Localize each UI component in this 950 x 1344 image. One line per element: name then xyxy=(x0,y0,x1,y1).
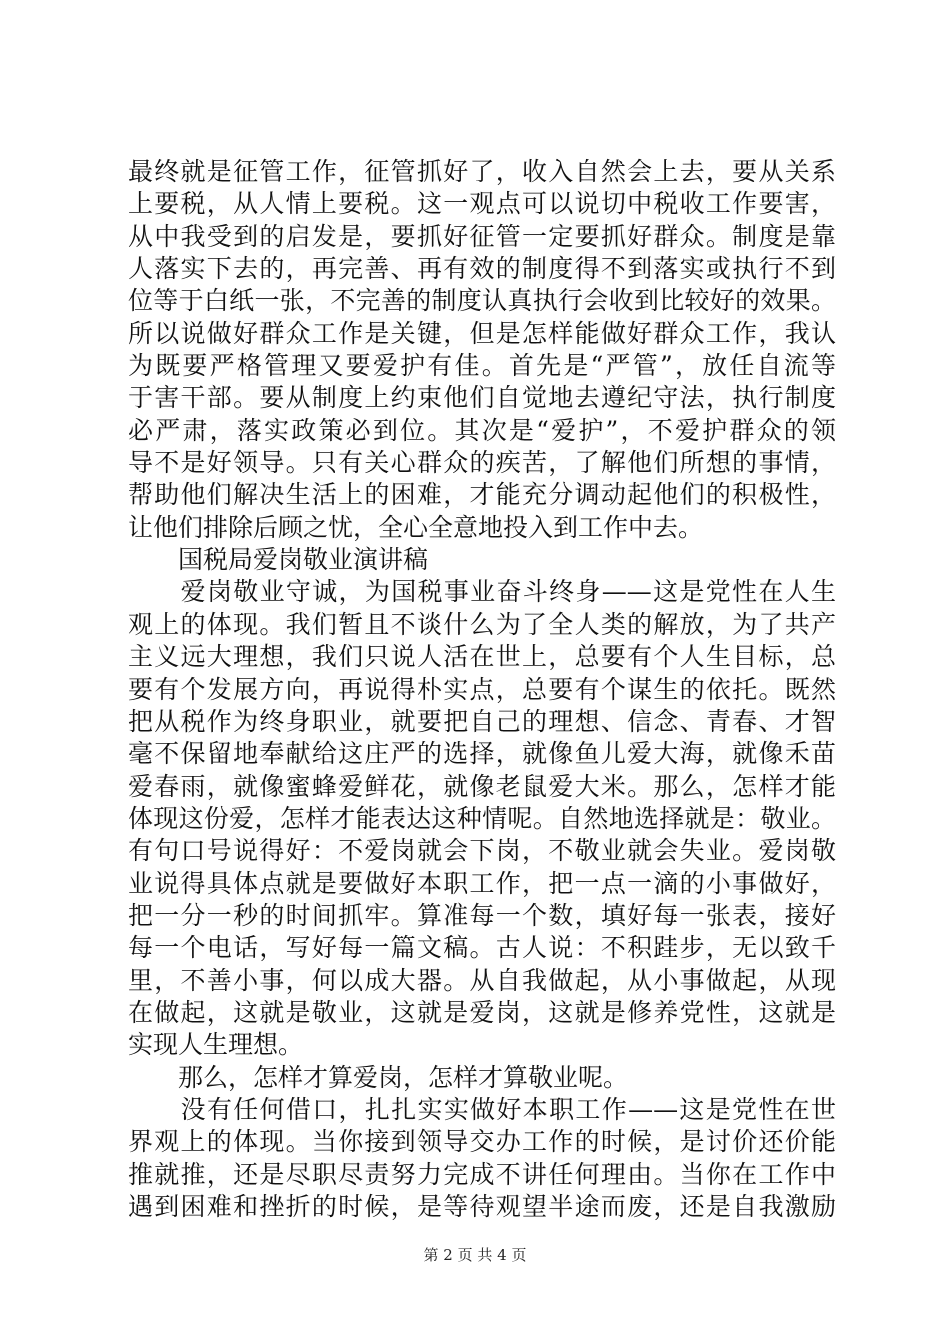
text-line: 从中我受到的启发是，要抓好征管一定要抓好群众。制度是靠 xyxy=(128,221,836,251)
text-line: 为既要严格管理又要爱护有佳。首先是“严管”，放任自流等 xyxy=(128,351,836,381)
text-line: 毫不保留地奉献给这庄严的选择，就像鱼儿爱大海，就像禾苗 xyxy=(128,739,836,769)
text-line: 里，不善小事，何以成大器。从自我做起，从小事做起，从现 xyxy=(128,965,836,995)
text-line: 把从税作为终身职业，就要把自己的理想、信念、青春、才智 xyxy=(128,706,836,736)
text-line: 要有个发展方向，再说得朴实点，总要有个谋生的依托。既然 xyxy=(128,674,836,704)
text-line: 业说得具体点就是要做好本职工作，把一点一滴的小事做好， xyxy=(128,868,836,898)
text-line: 人落实下去的，再完善、再有效的制度得不到落实或执行不到 xyxy=(128,254,836,284)
text-line: 于害干部。要从制度上约束他们自觉地去遵纪守法，执行制度 xyxy=(128,383,836,413)
text-line: 在做起，这就是敬业，这就是爱岗，这就是修养党性，这就是 xyxy=(128,997,836,1027)
text-line: 上要税，从人情上要税。这一观点可以说切中税收工作要害， xyxy=(128,189,836,219)
text-line: 爱岗敬业守诚，为国税事业奋斗终身——这是党性在人生 xyxy=(128,577,836,607)
text-line: 国税局爱岗敬业演讲稿 xyxy=(128,545,429,575)
text-line: 主义远大理想，我们只说人活在世上，总要有个人生目标，总 xyxy=(128,642,836,672)
text-line: 没有任何借口，扎扎实实做好本职工作——这是党性在世 xyxy=(128,1094,836,1124)
text-line: 所以说做好群众工作是关键，但是怎样能做好群众工作，我认 xyxy=(128,318,836,348)
text-line: 必严肃，落实政策必到位。其次是“爱护”，不爱护群众的领 xyxy=(128,415,836,445)
text-line: 最终就是征管工作，征管抓好了，收入自然会上去，要从关系 xyxy=(128,157,836,186)
text-line: 体现这份爱，怎样才能表达这种情呢。自然地选择就是：敬业。 xyxy=(128,803,836,833)
text-line: 爱春雨，就像蜜蜂爱鲜花，就像老鼠爱大米。那么，怎样才能 xyxy=(128,771,836,801)
text-line: 帮助他们解决生活上的困难，才能充分调动起他们的积极性， xyxy=(128,480,836,510)
text-line: 遇到困难和挫折的时候，是等待观望半途而废，还是自我激励 xyxy=(128,1192,836,1221)
text-line: 让他们排除后顾之忧，全心全意地投入到工作中去。 xyxy=(128,512,704,542)
text-line: 把一分一秒的时间抓牢。算准每一个数，填好每一张表，接好 xyxy=(128,900,836,930)
text-line: 每一个电话，写好每一篇文稿。古人说：不积跬步，无以致千 xyxy=(128,933,836,963)
text-line: 推就推，还是尽职尽责努力完成不讲任何理由。当你在工作中 xyxy=(128,1159,836,1189)
text-line: 实现人生理想。 xyxy=(128,1030,304,1060)
text-line: 有句口号说得好：不爱岗就会下岗，不敬业就会失业。爱岗敬 xyxy=(128,836,836,866)
text-line: 导不是好领导。只有关心群众的疾苦，了解他们所想的事情， xyxy=(128,448,836,478)
text-line: 界观上的体现。当你接到领导交办工作的时候，是讨价还价能 xyxy=(128,1127,836,1157)
text-line: 位等于白纸一张，不完善的制度认真执行会收到比较好的效果。 xyxy=(128,286,836,316)
text-line: 观上的体现。我们暂且不谈什么为了全人类的解放，为了共产 xyxy=(128,609,836,639)
text-line: 那么，怎样才算爱岗，怎样才算敬业呢。 xyxy=(128,1062,629,1092)
body-text xyxy=(128,156,836,1223)
page-footer: 第 2 页 共 4 页 xyxy=(423,1246,527,1264)
